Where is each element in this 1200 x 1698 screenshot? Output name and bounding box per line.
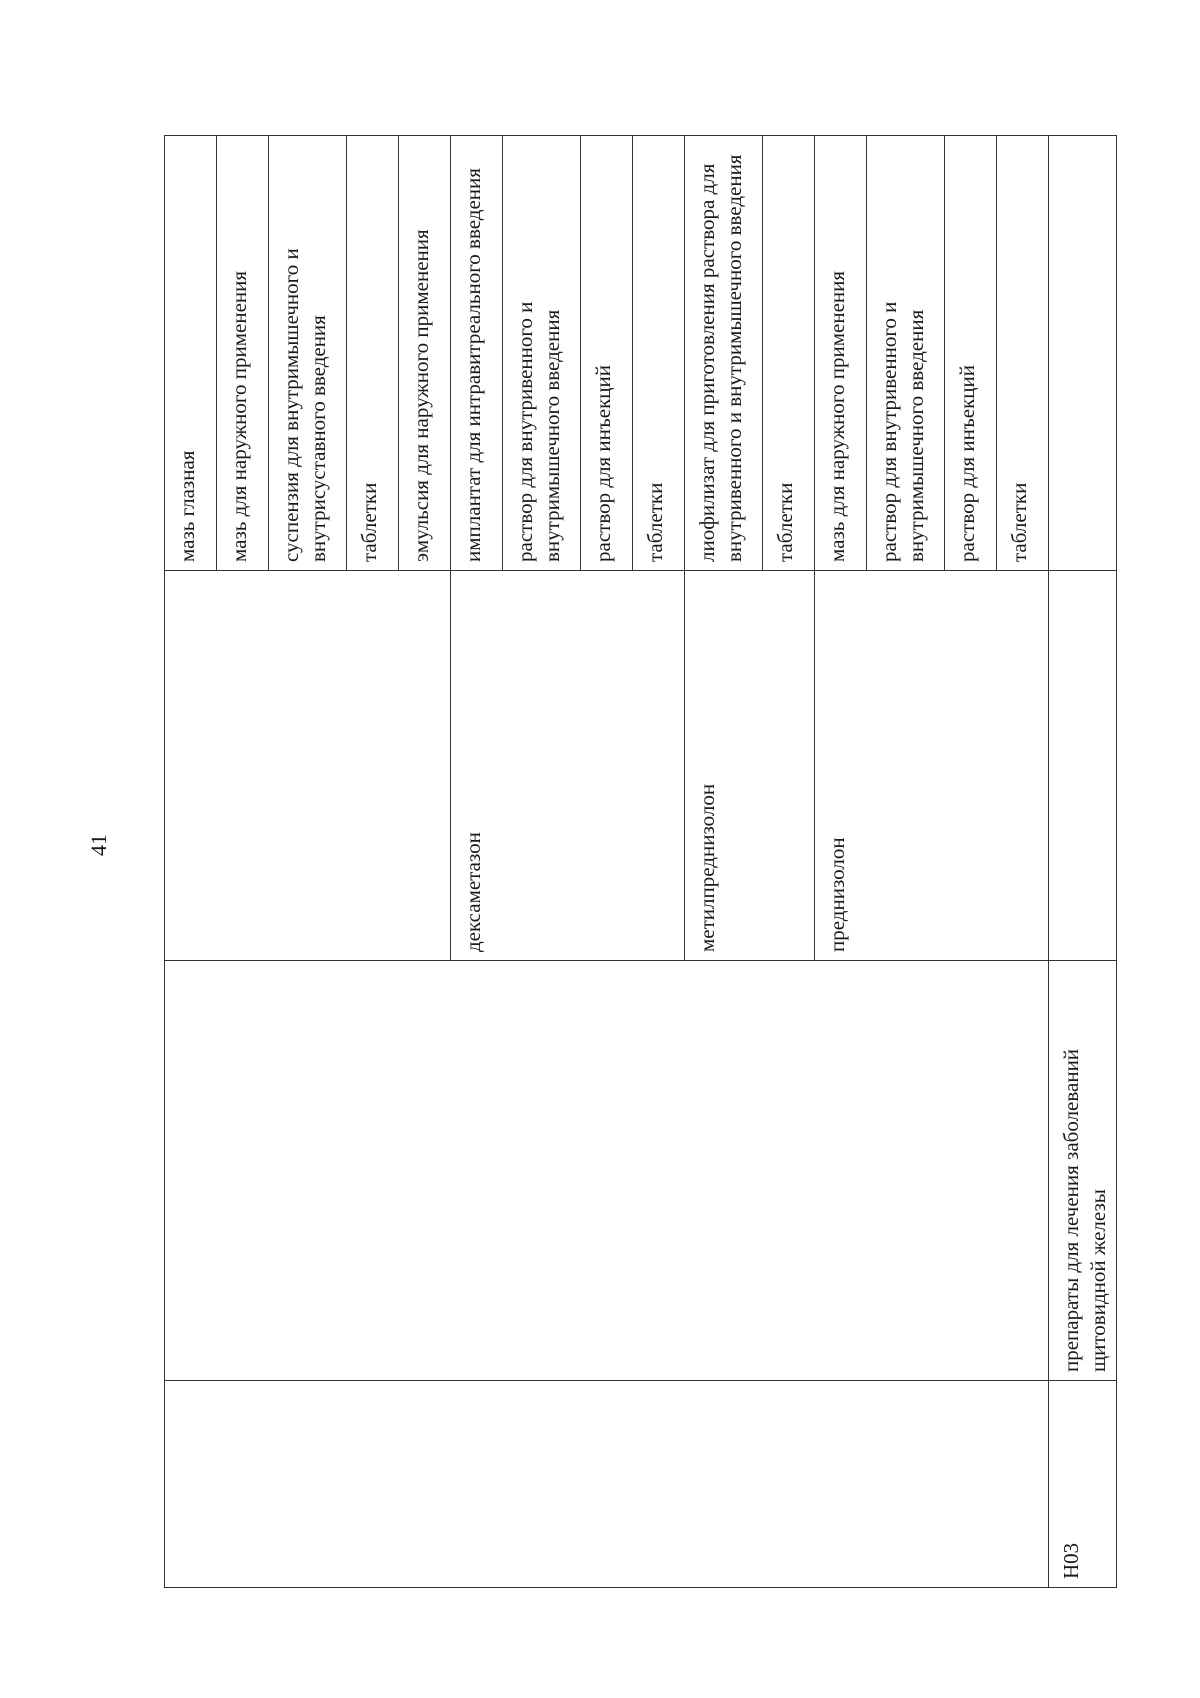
table-row xyxy=(1049,136,1117,1588)
drug-table xyxy=(164,135,1117,1588)
dosage-form-cell: мазь глазная xyxy=(165,136,217,571)
dosage-form-cell: таблетки xyxy=(763,136,815,571)
drug-name-cell: метилпреднизолон xyxy=(685,571,815,961)
dosage-form-cell: раствор для инъекций xyxy=(945,136,997,571)
group-name-cell: препараты для лечения заболеваний щитовидной железы xyxy=(1049,961,1117,1381)
code-cell-blank xyxy=(165,1381,1049,1588)
dosage-form-cell xyxy=(1049,136,1117,571)
dosage-form-cell: таблетки xyxy=(997,136,1049,571)
drug-name-cell xyxy=(1049,571,1117,961)
rotated-table-sheet xyxy=(164,136,1110,1588)
dosage-form-cell: раствор для внутривенного и внутримышечного введения xyxy=(503,136,581,571)
page-number: 41 xyxy=(86,834,111,856)
dosage-form-cell: раствор для внутривенного и внутримышечного введения xyxy=(867,136,945,571)
drug-name-cell: преднизолон xyxy=(815,571,1049,961)
dosage-form-cell: эмульсия для наружного применения xyxy=(399,136,451,571)
dosage-form-cell: имплантат для интравитреального введения xyxy=(451,136,503,571)
dosage-form-cell: мазь для наружного применения xyxy=(217,136,269,571)
dosage-form-cell: суспензия для внутримышечного и внутрисуставного введения xyxy=(269,136,347,571)
drug-name-cell: дексаметазон xyxy=(451,571,685,961)
dosage-form-cell: раствор для инъекций xyxy=(581,136,633,571)
dosage-form-cell: лиофилизат для приготовления раствора для внутривенного и внутримышечного введения xyxy=(685,136,763,571)
group-cell-blank xyxy=(165,961,1049,1381)
table-row xyxy=(165,136,217,1588)
drug-cell-blank xyxy=(165,571,451,961)
dosage-form-cell: мазь для наружного применения xyxy=(815,136,867,571)
atc-code-cell: H03 xyxy=(1049,1381,1117,1588)
dosage-form-cell: таблетки xyxy=(633,136,685,571)
dosage-form-cell: таблетки xyxy=(347,136,399,571)
